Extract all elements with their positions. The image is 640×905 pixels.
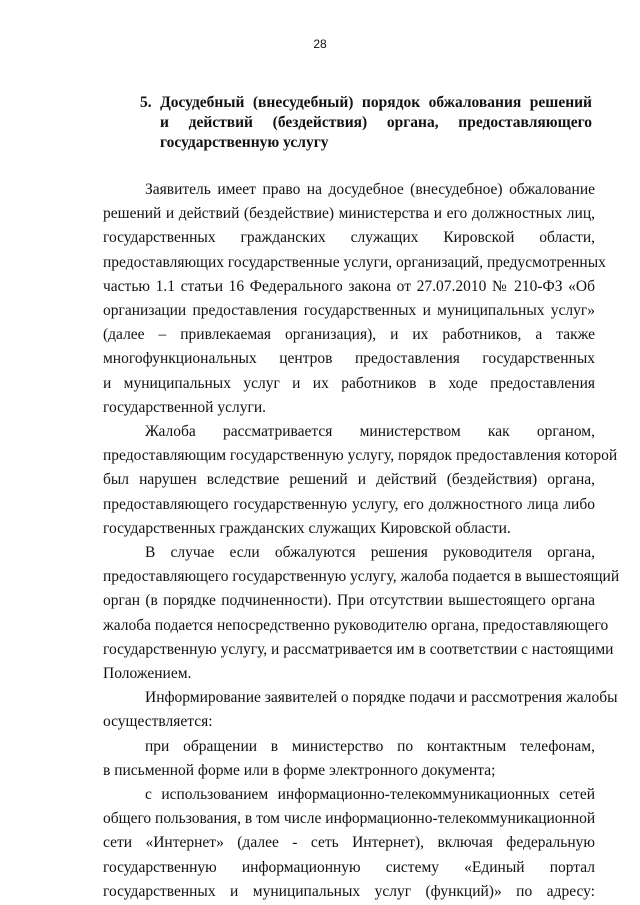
text-line: решений и действий (бездействие) министерства и его должностных лиц, — [103, 205, 595, 223]
heading-line: и действий (бездействия) органа, предоставляющего — [160, 114, 592, 131]
text-line: государственных гражданских служащих Кировской области, — [103, 229, 595, 247]
text-line: осуществляется: — [103, 713, 213, 731]
heading-line: государственную услугу — [160, 134, 329, 151]
text-line: государственной услуги. — [103, 398, 266, 416]
text-line: Жалоба рассматривается министерством как органом, — [145, 423, 595, 441]
text-line: государственных и муниципальных услуг (функций)» по адресу: — [103, 882, 595, 900]
text-line: с использованием информационно-телекоммуникационных сетей — [145, 786, 595, 804]
text-line: жалоба подается непосредственно руководителю органа, предоставляющего — [103, 616, 609, 634]
text-line: сети «Интернет» (далее - сеть Интернет), включая федеральную — [103, 834, 595, 852]
text-line: организации предоставления государственных и муниципальных услуг» — [103, 302, 595, 320]
text-line: общего пользования, в том числе информационно-телекоммуникационной — [103, 810, 596, 828]
text-line: частью 1.1 статьи 16 Федерального закона от 27.07.2010 № 210-ФЗ «Об — [103, 277, 595, 295]
text-line: Заявитель имеет право на досудебное (внесудебное) обжалование — [145, 181, 595, 198]
text-line: Положением. — [103, 665, 192, 683]
text-line: предоставляющих государственные услуги, организаций, предусмотренных — [103, 253, 606, 271]
text-line: Информирование заявителей о порядке подачи и рассмотрения жалобы — [145, 689, 618, 707]
text-line: орган (в порядке подчиненности). При отсутствии вышестоящего органа — [103, 592, 595, 610]
text-line: государственную услугу, и рассматривается им в соответствии с настоящими — [103, 640, 614, 658]
page-number: 28 — [313, 37, 327, 51]
text-line: предоставляющим государственную услугу, порядок предоставления которой — [103, 447, 618, 465]
text-line: предоставляющего государственную услугу, его должностного лица либо — [103, 495, 595, 513]
text-line: многофункциональных центров предоставления государственных — [103, 350, 595, 368]
text-line: был нарушен вследствие решений и действий (бездействия) органа, — [103, 471, 595, 489]
text-line: (далее – привлекаемая организация), и их работников, а также — [103, 326, 595, 344]
text-line: государственную информационную систему «Единый портал — [103, 858, 595, 876]
text-line: предоставляющего государственную услугу, жалоба подается в вышестоящий — [103, 568, 620, 586]
text-line: В случае если обжалуются решения руководителя органа, — [145, 544, 595, 562]
text-line: государственных гражданских служащих Кировской области. — [103, 519, 511, 537]
body-text — [103, 178, 620, 904]
text-line: при обращении в министерство по контактным телефонам, — [145, 737, 595, 755]
text-line: и муниципальных услуг и их работников в ходе предоставления — [103, 374, 595, 392]
section-heading — [140, 93, 592, 153]
heading-line: 5. Досудебный (внесудебный) порядок обжалования решений — [140, 94, 592, 111]
text-line: в письменной форме или в форме электронного документа; — [103, 761, 496, 779]
